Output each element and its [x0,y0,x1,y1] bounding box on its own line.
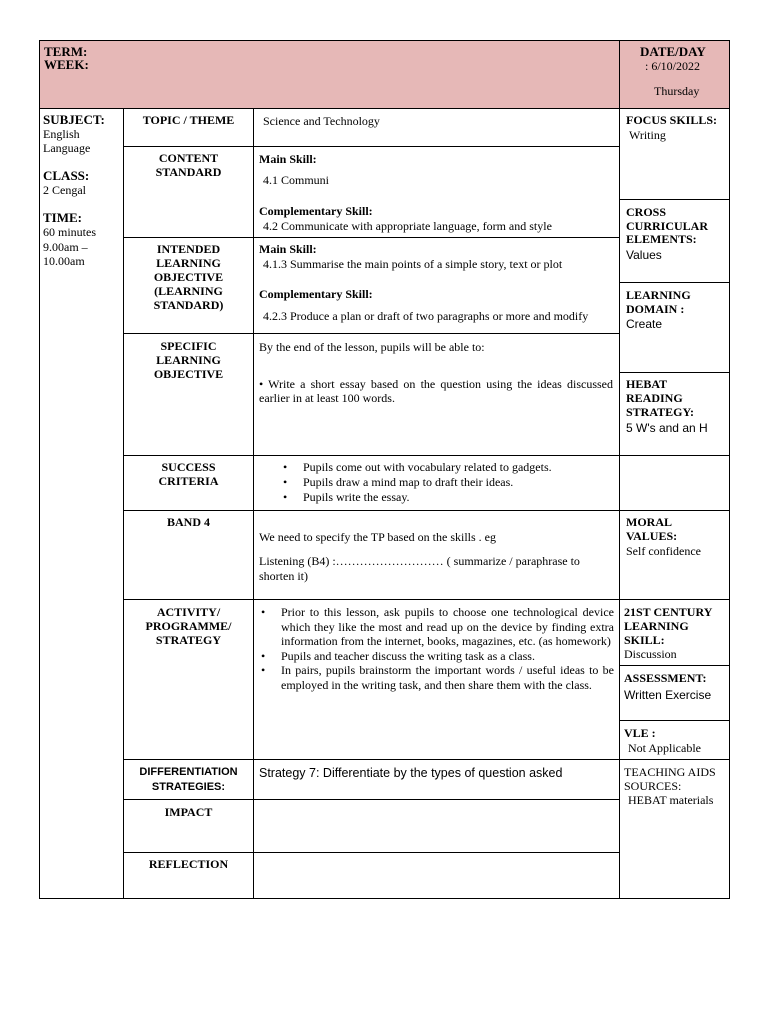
hebat-value: 5 W's and an H [626,421,708,435]
row-divider [123,510,730,511]
intended-main-skill-label: Main Skill: [259,242,317,256]
intended-main-skill-value: 4.1.3 Summarise the main points of a simple story, text or plot [263,257,563,271]
success-label-line1: SUCCESS [161,460,216,474]
table-border-left [39,40,40,899]
right-row-divider [619,665,730,666]
intended-label-line5: STANDARD) [153,298,224,312]
time-value-line2: 9.00am – [43,240,88,254]
right-row-divider [619,282,730,283]
learning-domain-value: Create [626,317,663,331]
date-day-label: DATE/DAY [640,44,706,59]
teaching-aids-value: HEBAT materials [628,793,714,807]
header-band [39,40,730,108]
specific-intro: By the end of the lesson, pupils will be able to: [259,340,485,354]
activity-label-line2: PROGRAMME/ [145,619,232,633]
cross-curricular-value: Values [626,248,662,262]
right-row-divider [619,455,730,456]
specific-label-line3: OBJECTIVE [153,367,224,381]
cross-curricular-label-line2: CURRICULAR [626,219,709,233]
content-comp-skill-value: 4.2 Communicate with appropriate language, form and style [263,219,552,233]
differentiation-value: Strategy 7: Differentiate by the types of question asked [259,766,563,780]
row-divider [123,852,620,853]
row-divider [123,799,620,800]
content-comp-skill-label: Complementary Skill: [259,204,373,218]
subject-value-line1: English [43,127,80,141]
intended-comp-skill-label: Complementary Skill: [259,287,373,301]
time-label: TIME: [43,210,82,225]
content-main-skill-value: 4.1 Communi [263,173,330,187]
class-value: 2 Cengal [43,183,86,197]
activity-label-line1: ACTIVITY/ [156,605,221,619]
table-border-right [729,40,730,899]
class-label: CLASS: [43,168,90,183]
teaching-aids-label-line2: SOURCES: [624,779,682,793]
header-divider [39,108,730,109]
band-label: BAND 4 [166,515,210,529]
time-value-line3: 10.00am [43,254,85,268]
learning-domain-label-line2: DOMAIN : [626,302,685,316]
impact-label: IMPACT [164,805,213,819]
focus-skills-value: Writing [629,128,666,142]
assessment-value: Written Exercise [624,688,712,702]
row-divider [123,146,620,147]
list-item: • Prior to this lesson, ask pupils to choose one technological device which they like the most and read up on the device by finding extra information from the internet, books, magazines, etc. (as homework) [257,605,614,649]
success-label-line2: CRITERIA [158,474,219,488]
intended-label-line1: INTENDED [156,242,221,256]
hebat-label-line1: HEBAT [626,377,668,391]
day-value: Thursday [654,84,700,98]
content-main-skill-label: Main Skill: [259,152,317,166]
row-divider [123,237,620,238]
focus-skills-label: FOCUS SKILLS: [626,113,718,127]
topic-value: Science and Technology [263,114,380,128]
vle-value: Not Applicable [628,741,701,755]
subject-label: SUBJECT: [43,112,105,127]
differentiation-label-line1: DIFFERENTIATION [139,766,238,778]
cross-curricular-label-line3: ELEMENTS: [626,232,697,246]
century-skill-value: Discussion [624,647,677,661]
learning-domain-label-line1: LEARNING [626,288,691,302]
list-item: • Pupils draw a mind map to draft their ideas. [279,475,609,490]
reflection-label: REFLECTION [148,857,229,871]
row-divider [123,599,730,600]
list-item: • Pupils write the essay. [279,490,609,505]
specific-label-line1: SPECIFIC [160,339,217,353]
intended-label-line2: LEARNING [156,256,221,270]
hebat-label-line3: STRATEGY: [626,405,695,419]
century-skill-label-line2: LEARNING [624,619,689,633]
band-line2: Listening (B4) :……………………… ( summarize / paraphrase to shorten it) [259,554,580,583]
specific-point: • Write a short essay based on the question using the ideas discussed earlier in at least 100 words. [259,377,613,405]
right-row-divider [619,720,730,721]
content-standard-label-line1: CONTENT [158,151,219,165]
label-column-divider [253,108,254,899]
specific-label-line2: LEARNING [156,353,221,367]
row-divider [123,333,620,334]
century-skill-label-line3: SKILL: [624,633,665,647]
content-standard-label-line2: STANDARD [155,165,222,179]
intended-comp-skill-value: 4.2.3 Produce a plan or draft of two paragraphs or more and modify [263,309,589,323]
moral-values-value: Self confidence [626,544,701,558]
time-value-line1: 60 minutes [43,225,96,239]
row-divider [123,759,730,760]
table-border-top [39,40,730,41]
activity-label-line3: STRATEGY [155,633,222,647]
differentiation-label-line2: STRATEGIES: [151,781,226,793]
intended-label-line4: (LEARNING [154,284,223,298]
right-row-divider [619,372,730,373]
intended-label-line3: OBJECTIVE [153,270,224,284]
cross-curricular-label-line1: CROSS [626,205,667,219]
vle-label: VLE : [624,726,656,740]
term-label: TERM: [44,44,88,59]
band-line1: We need to specify the TP based on the skills . eg [259,530,496,544]
right-row-divider [619,199,730,200]
table-border-bottom [39,898,730,899]
assessment-label: ASSESSMENT: [624,671,707,685]
week-label: WEEK: [44,57,89,72]
list-item: • In pairs, pupils brainstorm the important words / useful ideas to be employed in the writing task, and then share them with the class. [257,663,614,692]
date-value: : 6/10/2022 [645,59,701,73]
list-item: • Pupils and teacher discuss the writing task as a class. [257,649,614,664]
moral-values-label-line1: MORAL [626,515,672,529]
list-item: • Pupils come out with vocabulary related to gadgets. [279,460,609,475]
moral-values-label-line2: VALUES: [626,529,678,543]
subject-value-line2: Language [43,141,91,155]
row-divider [123,455,620,456]
hebat-label-line2: READING [626,391,683,405]
success-criteria-list [279,460,609,505]
activity-list [257,605,614,692]
right-column-divider [619,40,620,899]
topic-label: TOPIC / THEME [142,113,235,127]
century-skill-label-line1: 21ST CENTURY [624,605,713,619]
teaching-aids-label-line1: TEACHING AIDS [624,765,716,779]
